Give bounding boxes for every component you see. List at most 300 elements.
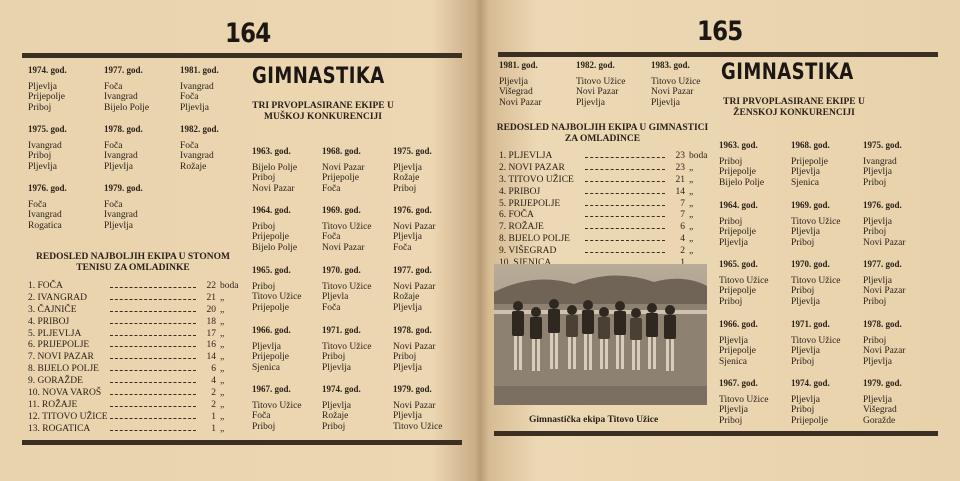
ranking-points: 7 <box>680 198 685 209</box>
top-rule <box>498 52 938 57</box>
ranking-position: 3. <box>28 304 36 315</box>
team-name: Bijelo Polje <box>104 102 150 113</box>
ranking-team <box>28 317 69 329</box>
year-heading: 1978. god. <box>104 124 143 134</box>
team-name: Ivangrad <box>28 210 62 221</box>
ranking-unit: „ <box>689 246 694 257</box>
year-heading: 1978. god. <box>393 325 432 335</box>
team-name: Priboj <box>322 421 346 432</box>
dash-leader <box>585 205 665 206</box>
ranking-points: 21 <box>675 174 685 185</box>
dash-leader <box>585 228 665 229</box>
team-name: Prijepolje <box>719 286 756 297</box>
ranking-position: 2. <box>499 162 507 173</box>
team-list <box>791 276 841 307</box>
ranking-unit: boda <box>689 151 708 161</box>
team-name: Pljevlja <box>863 276 893 286</box>
dash-leader <box>585 216 665 217</box>
dash-leader <box>110 346 196 347</box>
year-heading: 1974. god. <box>322 384 361 394</box>
team-list <box>651 77 701 108</box>
ranking-team-name: PRIBOJ <box>508 186 541 197</box>
year-heading: 1966. god. <box>252 325 291 335</box>
ranking-team <box>28 281 63 293</box>
team-name: Ivangrad <box>104 151 138 162</box>
team-name: Sjenica <box>719 356 747 367</box>
page-number: 164 <box>225 18 271 49</box>
team-name: Prijepolje <box>252 302 289 313</box>
ranking-unit: „ <box>220 352 225 363</box>
ranking-unit: „ <box>689 198 694 209</box>
ranking-team <box>499 175 574 187</box>
year-heading: 1983. god. <box>651 60 690 70</box>
ranking-position: 9. <box>499 246 507 257</box>
team-name: Prijepolje <box>719 167 756 178</box>
ranking-team-name: TITOVO UŽICE <box>42 411 108 422</box>
team-list <box>28 200 62 231</box>
ranking-team-name: VIŠEGRAD <box>508 246 557 257</box>
year-heading: 1977. god. <box>393 265 432 275</box>
year-heading: 1981. god. <box>180 65 219 75</box>
team-name: Titovo Užice <box>322 282 372 292</box>
team-name: Pljevlja <box>651 97 681 108</box>
team-name: Priboj <box>252 421 276 432</box>
dash-leader <box>110 358 196 359</box>
team-name: Pljevlja <box>393 163 423 173</box>
year-heading: 1979. god. <box>863 378 902 388</box>
year-heading: 1976. god. <box>863 200 902 210</box>
ranking-row <box>28 376 244 388</box>
ranking-unit: „ <box>220 292 225 303</box>
team-name: Titovo Užice <box>791 217 841 227</box>
team-list <box>28 141 62 172</box>
year-heading: 1969. god. <box>791 200 830 210</box>
ranking-position: 6. <box>499 210 507 221</box>
team-list <box>719 395 769 426</box>
ranking-points: 14 <box>206 352 216 363</box>
team-name: Priboj <box>719 217 743 227</box>
team-name: Priboj <box>252 282 276 292</box>
team-list <box>393 222 435 253</box>
team-list <box>322 282 372 313</box>
ranking-row <box>499 246 711 258</box>
team-list <box>499 77 541 108</box>
ranking-unit: „ <box>689 210 694 221</box>
ranking-team-name: BIJELO POLJE <box>37 364 99 375</box>
team-name: Novi Pazar <box>393 222 436 232</box>
ranking-team <box>499 151 552 163</box>
right-page <box>485 0 960 481</box>
ranking-team-name: ROGATICA <box>42 423 91 434</box>
team-name: Prijepolje <box>791 415 828 426</box>
team-name: Pljevlja <box>791 296 821 307</box>
team-name: Priboj <box>791 286 815 297</box>
team-name: Novi Pazar <box>651 87 694 98</box>
team-name: Pljevlja <box>863 217 893 227</box>
team-list <box>252 282 302 313</box>
team-name: Pljevlja <box>863 356 893 367</box>
team-name: Pljevlja <box>28 82 58 92</box>
dash-leader <box>585 252 665 253</box>
ranking-row <box>28 424 244 436</box>
team-name: Novi Pazar <box>576 87 619 98</box>
team-name: Pljevlja <box>719 336 749 346</box>
team-name: Priboj <box>252 173 276 184</box>
team-list <box>180 82 214 113</box>
team-name: Foča <box>104 141 123 151</box>
ranking-team-name: FOČA <box>37 281 63 291</box>
team-name: Priboj <box>863 227 887 238</box>
team-name: Novi Pazar <box>393 342 436 352</box>
team-name: Titovo Užice <box>576 77 626 87</box>
year-heading: 1964. god. <box>252 205 291 215</box>
team-list <box>104 82 149 113</box>
team-name: Pljevlja <box>791 395 821 405</box>
ranking-row <box>28 281 244 293</box>
team-name: Foča <box>322 302 341 313</box>
sport-title: GIMNASTIKA <box>721 60 854 85</box>
team-list <box>252 163 297 194</box>
team-name: Priboj <box>322 352 346 363</box>
team-name: Ivangrad <box>104 210 138 221</box>
ranking-row <box>499 187 711 199</box>
ranking-points: 23 <box>675 151 685 161</box>
team-name: Priboj <box>719 296 743 307</box>
ranking-team-name: IVANGRAD <box>37 292 87 303</box>
ranking-points: 1 <box>211 411 216 422</box>
team-name: Titovo Užice <box>252 292 302 303</box>
ranking-unit: „ <box>689 234 694 245</box>
team-name: Pljevlja <box>791 346 821 357</box>
ranking-points: 4 <box>211 376 216 387</box>
ranking-points: 7 <box>680 210 685 221</box>
team-photo-image <box>494 264 707 405</box>
team-name: Pljevlja <box>393 302 423 313</box>
dash-leader <box>110 287 196 288</box>
year-heading: 1965. god. <box>252 265 291 275</box>
ranking-unit: „ <box>689 162 694 173</box>
year-heading: 1966. god. <box>719 319 758 329</box>
team-list <box>791 395 828 426</box>
ranking-unit: „ <box>220 316 225 327</box>
ranking-row <box>28 329 244 341</box>
ranking-team <box>499 234 570 246</box>
team-name: Pljevlja <box>863 395 893 405</box>
dash-leader <box>110 406 196 407</box>
team-list <box>393 163 422 194</box>
team-name: Titovo Užice <box>719 395 769 405</box>
team-name: Ivangrad <box>863 157 897 167</box>
team-list <box>104 141 138 172</box>
ranking-points: 6 <box>211 364 216 375</box>
ranking-position: 10. <box>28 388 40 399</box>
ranking-position: 3. <box>499 174 507 185</box>
dash-leader <box>110 418 196 419</box>
team-name: Prijepolje <box>252 232 289 243</box>
page-number: 165 <box>697 16 743 47</box>
team-name: Priboj <box>719 415 743 426</box>
year-heading: 1976. god. <box>28 183 67 193</box>
team-list <box>104 200 138 231</box>
ranking-position: 5. <box>28 328 36 339</box>
ranking-row <box>499 151 711 163</box>
sport-subtitle: TRI PRVOPLASIRANE EKIPE U MUŠKOJ KONKURENCIJI <box>252 101 394 122</box>
team-name: Titovo Užice <box>791 336 841 346</box>
team-name: Bijelo Polje <box>252 242 298 253</box>
ranking-team-name: PRIJEPOLJE <box>37 340 90 351</box>
team-name: Foča <box>252 411 271 422</box>
team-name: Pljevlja <box>791 167 821 178</box>
ranking-team-name: FOČA <box>508 210 534 221</box>
team-name: Višegrad <box>863 405 897 416</box>
ranking-team-name: BIJELO POLJE <box>508 234 570 245</box>
ranking-team-name: GORAŽDE <box>37 376 83 387</box>
year-heading: 1967. god. <box>719 378 758 388</box>
year-heading: 1979. god. <box>104 183 143 193</box>
ranking-points: 6 <box>680 222 685 233</box>
ranking-unit: „ <box>220 340 225 351</box>
ranking-points: 2 <box>680 246 685 257</box>
ranking-team <box>28 424 90 436</box>
ranking-team <box>499 246 556 258</box>
ranking-unit: „ <box>689 222 694 233</box>
team-list <box>863 336 905 367</box>
ranking-team-name: NOVA VAROŠ <box>42 388 102 399</box>
ranking-title: REDOSLED NAJBOLJIH EKIPA U GIMNASTICI ZA OMLADINCE <box>496 123 709 144</box>
ranking-team <box>499 163 565 175</box>
ranking-team <box>499 187 540 199</box>
team-name: Foča <box>322 232 341 243</box>
team-name: Priboj <box>791 237 815 248</box>
team-name: Priboj <box>791 356 815 367</box>
ranking-title: REDOSLED NAJBOLJIH EKIPA U STONOM TENISU ZA OMLADINKE <box>36 252 230 273</box>
year-heading: 1978. god. <box>863 319 902 329</box>
team-name: Priboj <box>28 102 52 113</box>
ranking-position: 12. <box>28 411 40 422</box>
team-name: Novi Pazar <box>322 163 365 173</box>
year-heading: 1968. god. <box>322 146 361 156</box>
team-name: Ivangrad <box>28 141 62 151</box>
ranking-unit: „ <box>220 388 225 399</box>
ranking-list <box>499 151 711 270</box>
ranking-row <box>499 222 711 234</box>
year-heading: 1967. god. <box>252 384 291 394</box>
team-name: Prijepolje <box>791 157 828 167</box>
team-name: Pljevlja <box>393 411 423 422</box>
team-name: Pljevlja <box>393 362 423 373</box>
team-name: Prijepolje <box>719 346 756 357</box>
year-heading: 1969. god. <box>322 205 361 215</box>
ranking-team <box>28 305 77 317</box>
team-name: Pljevlja <box>322 362 352 373</box>
ranking-row <box>28 352 244 364</box>
dash-leader <box>585 193 665 194</box>
team-photo <box>494 264 707 405</box>
ranking-team-name: NOVI PAZAR <box>37 352 94 363</box>
team-name: Pljevlja <box>719 237 749 248</box>
year-heading: 1971. god. <box>322 325 361 335</box>
dash-leader <box>110 299 196 300</box>
year-heading: 1964. god. <box>719 200 758 210</box>
ranking-points: 2 <box>211 399 216 410</box>
team-name: Ivangrad <box>180 151 214 162</box>
year-heading: 1979. god. <box>393 384 432 394</box>
ranking-points: 14 <box>675 186 685 197</box>
ranking-points: 17 <box>206 328 216 339</box>
team-name: Foča <box>104 200 123 210</box>
sport-title: GIMNASTIKA <box>252 64 385 89</box>
year-heading: 1977. god. <box>104 65 143 75</box>
team-list <box>719 217 756 248</box>
top-rule <box>22 53 462 58</box>
team-name: Foča <box>180 92 199 103</box>
dash-leader <box>110 394 196 395</box>
ranking-team <box>499 222 544 234</box>
year-heading: 1975. god. <box>28 124 67 134</box>
team-list <box>322 222 372 253</box>
team-name: Foča <box>180 141 199 151</box>
ranking-points: 22 <box>206 281 216 291</box>
ranking-points: 18 <box>206 316 216 327</box>
team-list <box>863 395 897 426</box>
team-list <box>393 282 435 313</box>
ranking-unit: „ <box>220 364 225 375</box>
ranking-unit: „ <box>220 328 225 339</box>
team-name: Novi Pazar <box>393 282 436 292</box>
year-heading: 1976. god. <box>393 205 432 215</box>
ranking-position: 7. <box>28 352 36 363</box>
team-list <box>252 222 297 253</box>
team-name: Goražde <box>863 415 896 426</box>
team-name: Prijepolje <box>252 352 289 363</box>
dash-leader <box>110 430 196 431</box>
team-name: Novi Pazar <box>863 237 906 248</box>
team-name: Pljevlja <box>499 77 529 87</box>
year-heading: 1963. god. <box>719 140 758 150</box>
year-heading: 1974. god. <box>28 65 67 75</box>
team-name: Višegrad <box>499 87 533 98</box>
ranking-team-name: TITOVO UŽICE <box>508 174 574 185</box>
ranking-points: 16 <box>206 340 216 351</box>
team-name: Novi Pazar <box>863 286 906 297</box>
ranking-points: 4 <box>680 234 685 245</box>
team-list <box>393 401 443 432</box>
team-list <box>719 157 764 188</box>
ranking-position: 6. <box>28 340 36 351</box>
ranking-unit: boda <box>220 281 239 291</box>
team-list <box>576 77 626 108</box>
team-name: Foča <box>393 242 412 253</box>
year-heading: 1981. god. <box>499 60 538 70</box>
team-name: Pljevlja <box>104 161 134 172</box>
team-list <box>863 276 905 307</box>
dash-leader <box>110 370 196 371</box>
team-name: Pljevlja <box>576 97 606 108</box>
team-name: Rožaje <box>322 411 349 422</box>
ranking-team <box>28 412 108 424</box>
ranking-position: 2. <box>28 292 36 303</box>
ranking-team-name: ROŽAJE <box>508 222 544 233</box>
dash-leader <box>110 335 196 336</box>
team-name: Prijepolje <box>719 227 756 238</box>
ranking-row <box>28 293 244 305</box>
year-heading: 1965. god. <box>719 259 758 269</box>
ranking-team <box>28 293 87 305</box>
ranking-team-name: PRIBOJ <box>37 316 70 327</box>
team-list <box>863 157 897 188</box>
ranking-position: 1. <box>28 281 36 291</box>
ranking-row <box>499 175 711 187</box>
ranking-team-name: NOVI PAZAR <box>508 162 565 173</box>
team-name: Rožaje <box>393 292 420 303</box>
team-name: Priboj <box>393 352 417 363</box>
team-list <box>791 217 841 248</box>
ranking-team-name: ROŽAJE <box>41 399 78 410</box>
team-name: Pljevlja <box>719 405 749 416</box>
team-name: Pljevlja <box>252 342 282 352</box>
team-list <box>322 401 351 432</box>
ranking-unit: „ <box>220 411 225 422</box>
team-name: Pljevlja <box>104 220 134 231</box>
ranking-team-name: PRIJEPOLJE <box>508 198 561 209</box>
team-name: Prijepolje <box>322 173 359 184</box>
ranking-team <box>499 199 560 211</box>
team-name: Rožaje <box>180 161 207 172</box>
team-name: Pljevla <box>322 292 349 303</box>
team-list <box>322 163 364 194</box>
team-list <box>719 276 769 307</box>
year-heading: 1971. god. <box>791 319 830 329</box>
team-name: Titovo Užice <box>322 222 372 232</box>
ranking-row <box>499 199 711 211</box>
ranking-row <box>499 163 711 175</box>
team-list <box>322 342 372 373</box>
ranking-row <box>499 234 711 246</box>
year-heading: 1974. god. <box>791 378 830 388</box>
ranking-unit: „ <box>220 376 225 387</box>
team-name: Priboj <box>252 222 276 232</box>
ranking-row <box>499 210 711 222</box>
team-name: Priboj <box>863 336 887 346</box>
team-name: Foča <box>28 200 47 210</box>
year-heading: 1963. god. <box>252 146 291 156</box>
ranking-team <box>28 376 83 388</box>
bottom-rule <box>494 431 938 436</box>
team-name: Novi Pazar <box>863 346 906 357</box>
team-list <box>719 336 756 367</box>
ranking-position: 8. <box>28 364 36 375</box>
year-heading: 1977. god. <box>863 259 902 269</box>
team-name: Titovo Užice <box>252 401 302 411</box>
ranking-position: 8. <box>499 234 507 245</box>
team-name: Titovo Užice <box>651 77 701 87</box>
team-name: Pljevlja <box>28 161 58 172</box>
team-name: Priboj <box>393 183 417 194</box>
ranking-points: 21 <box>206 292 216 303</box>
dash-leader <box>585 157 665 158</box>
ranking-points: 1 <box>211 423 216 434</box>
ranking-list <box>28 281 244 436</box>
team-list <box>863 217 905 248</box>
team-list <box>252 401 302 432</box>
team-name: Titovo Užice <box>719 276 769 286</box>
team-name: Priboj <box>863 177 887 188</box>
dash-leader <box>585 169 665 170</box>
team-name: Novi Pazar <box>252 183 295 194</box>
ranking-points: 23 <box>675 162 685 173</box>
year-heading: 1970. god. <box>322 265 361 275</box>
team-name: Bijelo Polje <box>719 177 765 188</box>
